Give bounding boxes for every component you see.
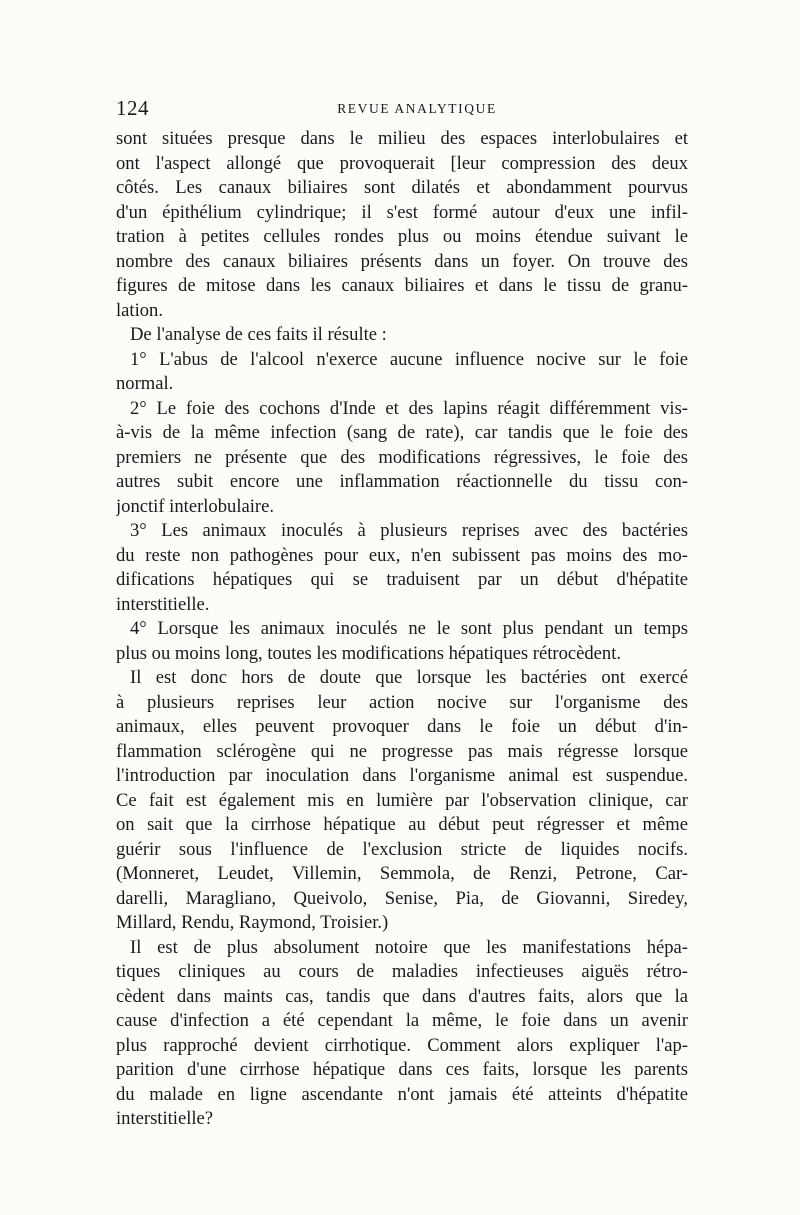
text-line: parition d'une cirrhose hépatique dans ces faits, lorsque les parents [116,1059,688,1080]
text-line: cèdent dans maints cas, tandis que dans d'autres faits, alors que la [116,985,688,1007]
body-text [116,127,688,1132]
text-line: sont situées presque dans le milieu des espaces interlobulaires et [116,128,688,149]
text-line: Il est de plus absolument notoire que les manifestations hépa- [130,936,688,958]
text-line: l'introduction par inoculation dans l'organisme animal est suspendue. [116,765,688,786]
page-number: 124 [116,96,149,120]
text-line: Il est donc hors de doute que lorsque les bactéries ont exercé [130,667,688,688]
text-line: côtés. Les canaux biliaires sont dilatés et abondamment pourvus [116,177,688,198]
text-line: normal. [116,373,174,394]
text-line: darelli, Maragliano, Queivolo, Senise, Pia, de Giovanni, Siredey, [116,887,688,909]
paragraph [116,323,688,348]
text-line: interstitielle. [116,593,210,615]
text-line: De l'analyse de ces faits il résulte : [130,324,387,345]
text-line: cause d'infection a été cependant la même, le foie dans un avenir [116,1010,688,1031]
paragraph [116,397,688,520]
text-line: Ce fait est également mis en lumière par l'observation clinique, car [116,789,688,811]
text-line: (Monneret, Leudet, Villemin, Semmola, de Renzi, Petrone, Car- [116,863,688,884]
text-line: jonctif interlobulaire. [116,495,274,517]
text-line: lation. [116,299,163,321]
text-line: flammation sclérogène qui ne progresse pas mais régresse lorsque [116,740,688,762]
text-line: plus ou moins long, toutes les modifications hépatiques rétrocèdent. [116,642,622,664]
text-line: on sait que la cirrhose hépatique au début peut régresser et même [116,814,688,835]
text-line: 3° Les animaux inoculés à plusieurs reprises avec des bactéries [130,520,688,541]
text-line: guérir sous l'influence de l'exclusion stricte de liquides nocifs. [116,838,688,860]
text-line: à plusieurs reprises leur action nocive sur l'organisme des [116,691,688,713]
text-line: 2° Le foie des cochons d'Inde et des lapins réagit différemment vis- [130,397,688,419]
running-title: REVUE ANALYTIQUE [337,101,497,116]
paragraph [116,617,688,666]
paragraph [116,936,688,1132]
text-line: du reste non pathogènes pour eux, n'en subissent pas moins des mo- [116,544,688,566]
paragraph [116,519,688,617]
text-line: Millard, Rendu, Raymond, Troisier.) [116,912,389,933]
text-line: d'un épithélium cylindrique; il s'est formé autour d'eux une infil- [116,201,688,223]
text-line: premiers ne présente que des modifications régressives, le foie des [116,446,688,468]
paragraph [116,666,688,936]
text-line: tiques cliniques au cours de maladies infectieuses aiguës rétro- [116,961,688,982]
text-line: figures de mitose dans les canaux biliaires et dans le tissu de granu- [116,275,688,296]
text-line: à-vis de la même infection (sang de rate), car tandis que le foie des [116,422,688,443]
paragraph [116,127,688,323]
text-line: du malade en ligne ascendante n'ont jamais été atteints d'hépatite [116,1083,688,1105]
text-line: nombre des canaux biliaires présents dans un foyer. On trouve des [116,250,688,272]
text-line: ont l'aspect allongé que provoquerait [leur compression des deux [116,152,688,174]
paragraph [116,348,688,397]
text-line: 1° L'abus de l'alcool n'exerce aucune influence nocive sur le foie [130,348,688,370]
text-line: autres subit encore une inflammation réactionnelle du tissu con- [116,471,688,492]
text-line: animaux, elles peuvent provoquer dans le foie un début d'in- [116,716,688,737]
text-line: tration à petites cellules rondes plus ou moins étendue suivant le [116,226,688,247]
text-line: 4° Lorsque les animaux inoculés ne le sont plus pendant un temps [130,618,688,639]
text-line: difications hépatiques qui se traduisent par un début d'hépatite [116,569,688,590]
running-head [116,96,688,126]
text-line: interstitielle? [116,1108,214,1129]
text-line: plus rapproché devient cirrhotique. Comment alors expliquer l'ap- [116,1034,688,1056]
